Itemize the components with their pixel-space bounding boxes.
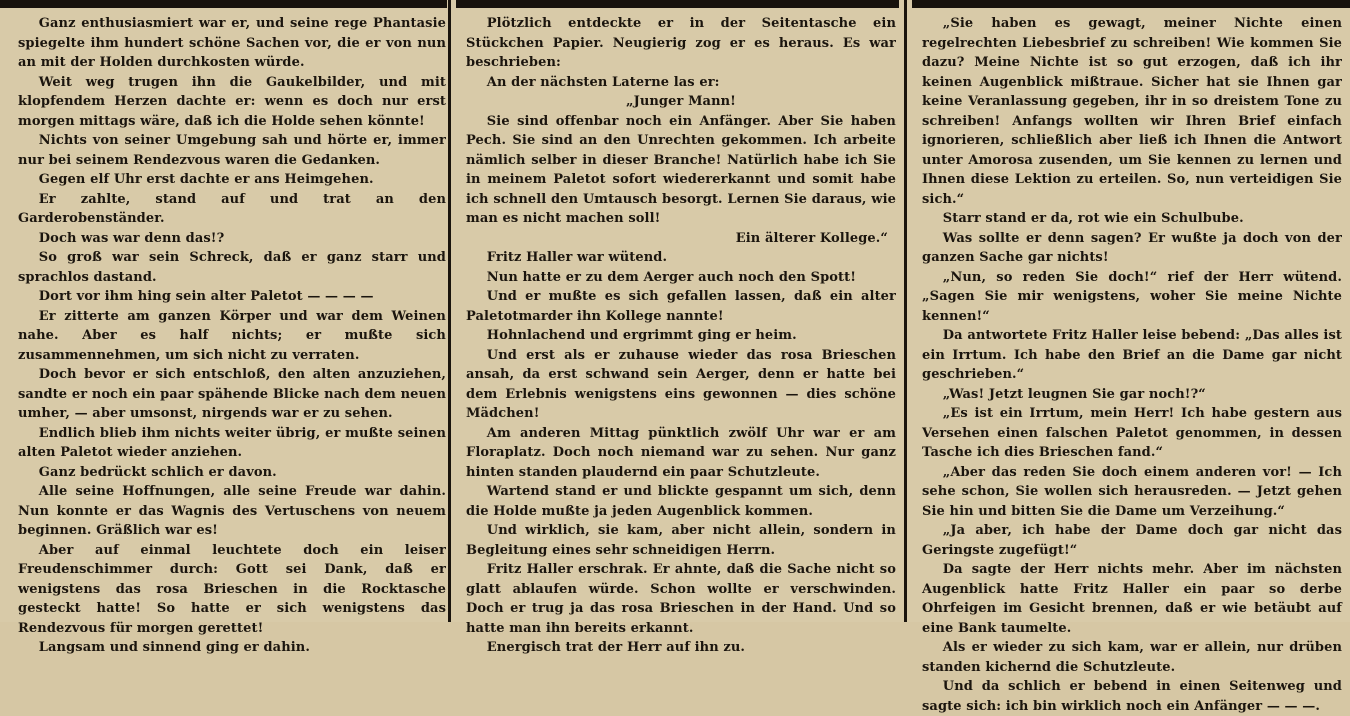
paragraph: Energisch trat der Herr auf ihn zu. bbox=[486, 640, 746, 655]
paragraph: Langsam und sinnend ging er dahin. bbox=[38, 640, 310, 655]
paragraph: Da sagte der Herr nichts mehr. Aber im nächsten Augenblick hatte Fritz Haller ein paar so derbe Ohrfeigen im Gesicht brennen, daß er wie betäubt auf eine Bank taumelte. bbox=[922, 562, 1342, 636]
paragraph: Weit weg trugen ihn die Gaukelbilder, und mit klopfendem Herzen dachte er: wenn es doch nur erst morgen mittags wäre, daß ich die Holde sehen könnte! bbox=[18, 74, 446, 129]
paragraph: Fritz Haller war wütend. bbox=[486, 250, 668, 265]
column-header-bar-3 bbox=[912, 0, 1350, 8]
paragraph: Doch was war denn das!? bbox=[38, 230, 225, 246]
paragraph: Alle seine Hoffnungen, alle seine Freude war dahin. Nun konnte er das Wagnis des Vertuschens von neuem beginnen. Gräßlich war es! bbox=[18, 484, 446, 538]
paragraph: Und wirklich, sie kam, aber nicht allein, sondern in Begleitung eines sehr schneidigen Herrn. bbox=[466, 523, 896, 558]
paragraph: „Ja aber, ich habe der Dame doch gar nicht das Geringste zugefügt!“ bbox=[922, 523, 1342, 558]
paragraph: „Es ist ein Irrtum, mein Herr! Ich habe gestern aus Versehen einen falschen Paletot genommen, in dessen Tasche ich dies Brieschen fand.“ bbox=[922, 406, 1342, 460]
paragraph: An der nächsten Laterne las er: bbox=[486, 74, 720, 90]
paragraph: Dort vor ihm hing sein alter Paletot — — — — bbox=[38, 289, 374, 304]
paragraph: Doch bevor er sich entschloß, den alten anzuziehen, sandte er noch ein paar spähende Blicke nach dem neuen umher, — aber umsonst, nirgends war er zu sehen. bbox=[18, 367, 446, 421]
paragraph: „Was! Jetzt leugnen Sie gar noch!?“ bbox=[942, 386, 1206, 402]
paragraph: Ganz enthusiasmiert war er, und seine rege Phantasie spiegelte ihm hundert schöne Sachen vor, die er von nun an mit der Holden durchkosten würde. bbox=[18, 16, 446, 70]
letter-signature: Ein älterer Kollege.“ bbox=[735, 230, 888, 246]
paragraph: Fritz Haller erschrak. Er ahnte, daß die Sache nicht so glatt ablaufen würde. Schon wollte er verschwinden. Doch er trug ja das rosa Brieschen in der Hand. Und so hatte man ihn bereits erkannt. bbox=[466, 562, 896, 636]
paragraph: Plötzlich entdeckte er in der Seitentasche ein Stückchen Papier. Neugierig zog er es heraus. Es war beschrieben: bbox=[466, 16, 896, 70]
paragraph: Da antwortete Fritz Haller leise bebend: „Das alles ist ein Irrtum. Ich habe den Brief an die Dame gar nicht geschrieben.“ bbox=[922, 328, 1342, 382]
paragraph: Er zahlte, stand auf und trat an den Garderobenständer. bbox=[18, 191, 446, 226]
paragraph: Als er wieder zu sich kam, war er allein, nur drüben standen kichernd die Schutzleute. bbox=[922, 640, 1342, 675]
paragraph: „Aber das reden Sie doch einem anderen vor! — Ich sehe schon, Sie wollen sich herausreden. — Jetzt gehen Sie hin und bitten Sie die Dame um Verzeihung.“ bbox=[922, 464, 1342, 519]
text-column-3 bbox=[922, 14, 1342, 714]
paragraph: Ganz bedrückt schlich er davon. bbox=[38, 464, 277, 480]
column-header-bar-1 bbox=[0, 0, 447, 8]
paragraph: Und da schlich er bebend in einen Seitenweg und sagte sich: ich bin wirklich noch ein Anfänger — — —. bbox=[922, 679, 1342, 714]
paragraph: Hohnlachend und ergrimmt ging er heim. bbox=[486, 328, 797, 343]
paragraph: „Sie haben es gewagt, meiner Nichte einen regelrechten Liebesbrief zu schreiben! Wie kommen Sie dazu? Meine Nichte ist so gut erzogen, daß ich ihr keinen Augenblick mißtraue. Sicher hat sie Ihnen gar keine Veranlassung gegeben, ihr in so dreistem Tone zu schreiben! Anfangs wollten wir Ihren Brief einfach ignorieren, schließlich aber ließ ich Ihnen die Antwort unter Amorosa zusenden, um Sie kennen zu lernen und Ihnen diese Lektion zu erteilen. So, nun verteidigen Sie sich.“ bbox=[922, 16, 1342, 207]
letter-body: Sie sind offenbar noch ein Anfänger. Aber Sie haben Pech. Sie sind an den Unrechten gekommen. Ich arbeite nämlich selber in dieser Branche! Natürlich habe ich Sie in meinem Paletot sofort wiedererkannt und somit habe ich schnell den Umtausch besorgt. Lernen Sie daraus, wie man es nicht machen soll! bbox=[466, 113, 896, 226]
column-divider-right bbox=[904, 0, 907, 622]
paragraph: Aber auf einmal leuchtete doch ein leiser Freudenschimmer durch: Gott sei Dank, daß er wenigstens das rosa Brieschen in die Rocktasche gesteckt hatte! So hatte er sich wenigstens das Rendezvous für morgen gerettet! bbox=[18, 542, 446, 636]
column-divider-left bbox=[448, 0, 451, 622]
paragraph: Nichts von seiner Umgebung sah und hörte er, immer nur bei seinem Rendezvous waren die Gedanken. bbox=[18, 133, 446, 168]
paragraph: Er zitterte am ganzen Körper und war dem Weinen nahe. Aber es half nichts; er mußte sich zusammennehmen, um sich nicht zu verraten. bbox=[18, 308, 446, 363]
paragraph: Was sollte er denn sagen? Er wußte ja doch von der ganzen Sache gar nichts! bbox=[922, 230, 1342, 265]
paragraph: Wartend stand er und blickte gespannt um sich, denn die Holde mußte ja jeden Augenblick kommen. bbox=[466, 484, 896, 519]
paragraph: Endlich blieb ihm nichts weiter übrig, er mußte seinen alten Paletot wieder anziehen. bbox=[18, 425, 446, 460]
paragraph: Nun hatte er zu dem Aerger auch noch den Spott! bbox=[486, 269, 857, 285]
paragraph: Am anderen Mittag pünktlich zwölf Uhr war er am Floraplatz. Doch noch niemand war zu sehen. Nur ganz hinten standen plaudernd ein paar Schutzleute. bbox=[466, 425, 896, 480]
letter-salutation: „Junger Mann! bbox=[626, 94, 736, 109]
paragraph: „Nun, so reden Sie doch!“ rief der Herr wütend. „Sagen Sie mir wenigstens, woher Sie meine Nichte kennen!“ bbox=[922, 269, 1342, 324]
paragraph: Gegen elf Uhr erst dachte er ans Heimgehen. bbox=[38, 172, 374, 187]
text-column-1 bbox=[18, 14, 446, 655]
paragraph: So groß war sein Schreck, daß er ganz starr und sprachlos dastand. bbox=[18, 250, 446, 285]
column-header-bar-2 bbox=[456, 0, 899, 8]
text-column-2 bbox=[466, 14, 896, 655]
paragraph: Und er mußte es sich gefallen lassen, daß ein alter Paletotmarder ihn Kollege nannte! bbox=[466, 289, 896, 324]
paragraph: Und erst als er zuhause wieder das rosa Brieschen ansah, da erst schwand sein Aerger, denn er hatte bei dem Erlebnis wenigstens eins gewonnen — dies schöne Mädchen! bbox=[466, 347, 896, 421]
paragraph: Starr stand er da, rot wie ein Schulbube. bbox=[942, 211, 1244, 226]
